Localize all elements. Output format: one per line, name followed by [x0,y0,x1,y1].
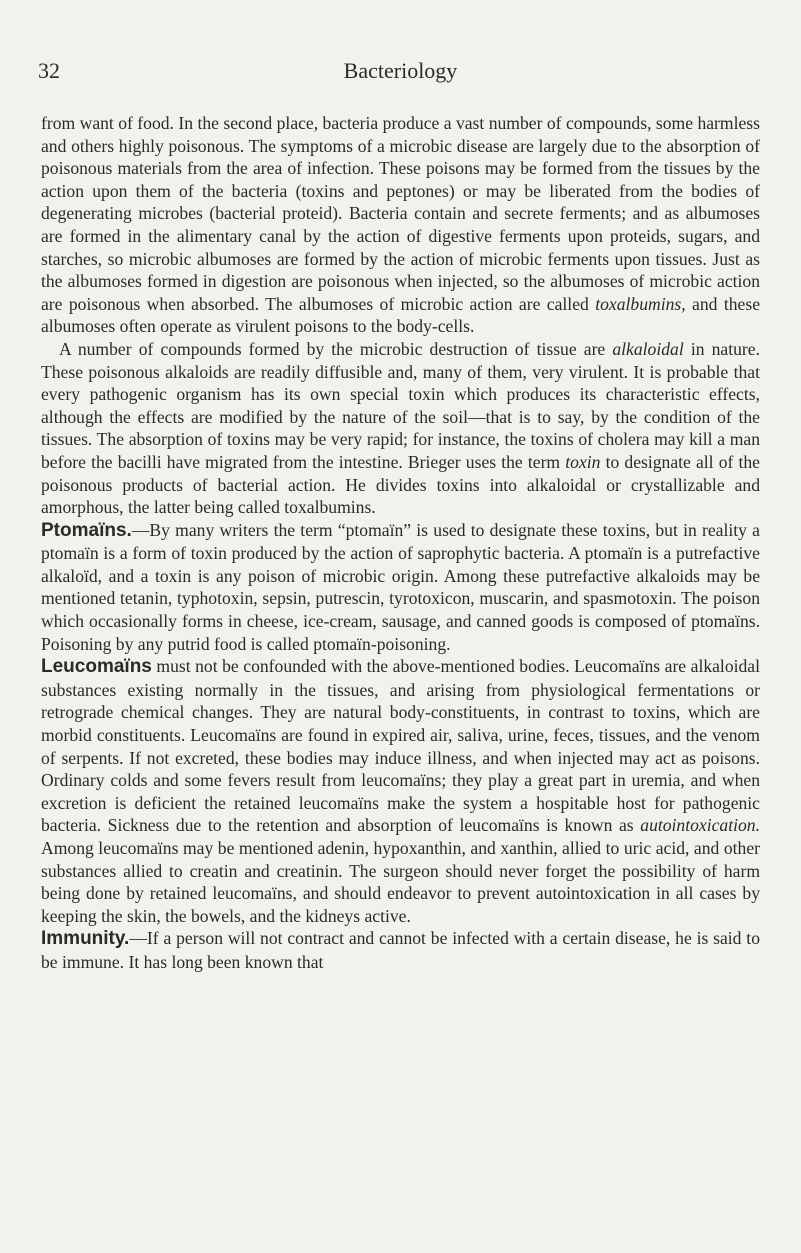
page-number: 32 [38,58,60,83]
section-heading-immunity: Immunity. [41,928,130,950]
paragraph-immunity: Immunity.—If a person will not contract and cannot be infected with a certain disease, he is said to be immune. It has long been known that [41,928,760,972]
paragraph-ptomains: Ptomaïns.—By many writers the term “ptomaïn” is used to designate these toxins, but in reality a ptomaïn is a form of toxin produced by the action of saprophytic bacteria. A ptomaïn is a putrefactive alkaloïd, and a toxin is any poison of microbic origin. Among these putrefactive alkaloids may be mentioned tetanin, typhotoxin, sepsin, putrescin, tyrotoxicon, muscarin, and spasmotoxin. The poison which occasionally forms in cheese, ice-cream, sausage, and canned goods is composed of ptomaïns. Poisoning by any putrid food is called ptomaïn-poisoning. [41,519,760,654]
term-toxalbumins: toxalbumins, [595,293,686,314]
page-header [38,58,760,88]
term-alkaloidal: alkaloidal [612,338,684,359]
running-head: Bacteriology [343,58,458,83]
body-text [41,112,760,974]
section-heading-leucomains: Leucomaïns [41,656,152,678]
paragraph-alkaloidal: A number of compounds formed by the microbic destruction of tissue are alkaloidal in nature. These poisonous alkaloids are readily diffusible and, many of them, very virulent. It is probable that every pathogenic organism has its own special toxin which produces its characteristic effects, although the effects are modified by the nature of the soil—that is to say, by the condition of the tissues. The absorption of toxins may be very rapid; for instance, the toxins of cholera may kill a man before the bacilli have migrated from the intestine. Brieger uses the term toxin to designate all of the poisonous products of bacterial action. He divides toxins into alkaloidal or crystallizable and amorphous, the latter being called toxalbumins. [41,338,760,518]
paragraph-continuation: from want of food. In the second place, bacteria produce a vast number of compounds, some harmless and others highly poisonous. The symptoms of a microbic disease are largely due to the absorption of poisonous materials from the area of infection. These poisons may be formed from the tissues by the action upon them of the bacteria (toxins and peptones) or may be liberated from the bodies of degenerating microbes (bacterial proteid). Bacteria contain and secrete ferments; and as albumoses are formed in the alimentary canal by the action of digestive ferments upon proteids, sugars, and starches, so microbic albumoses are formed by the action of microbic ferments upon tissues. Just as the albumoses formed in digestion are poisonous when injected, so the albumoses of microbic action are poisonous when absorbed. The albumoses of microbic action are called toxalbumins, and these albumoses often operate as virulent poisons to the body-cells. [41,113,760,337]
section-heading-ptomains: Ptomaïns. [41,519,132,541]
term-toxin: toxin [565,451,601,472]
term-autointoxication: autointoxication. [640,815,760,836]
paragraph-leucomains: Leucomaïns must not be confounded with the above-mentioned bodies. Leucomaïns are alkaloidal substances existing normally in the tissues, and arising from physiological fermentations or retrograde chemical changes. They are natural body-constituents, in contrast to toxins, which are morbid constituents. Leucomaïns are found in expired air, saliva, urine, feces, tissues, and the venom of serpents. If not excreted, these bodies may induce illness, and when injected may act as poisons. Ordinary colds and some fevers result from leucomaïns; they play a great part in uremia, and when excretion is deficient the retained leucomaïns make the system a hospitable host for pathogenic bacteria. Sickness due to the retention and absorption of leucomaïns is known as autointoxication. Among leucomaïns may be mentioned adenin, hypoxanthin, and xanthin, allied to uric acid, and other substances allied to creatin and creatinin. The surgeon should never forget the possibility of harm being done by retained leucomaïns, and should endeavor to prevent autointoxication in all cases by keeping the skin, the bowels, and the kidneys active. [41,656,760,926]
